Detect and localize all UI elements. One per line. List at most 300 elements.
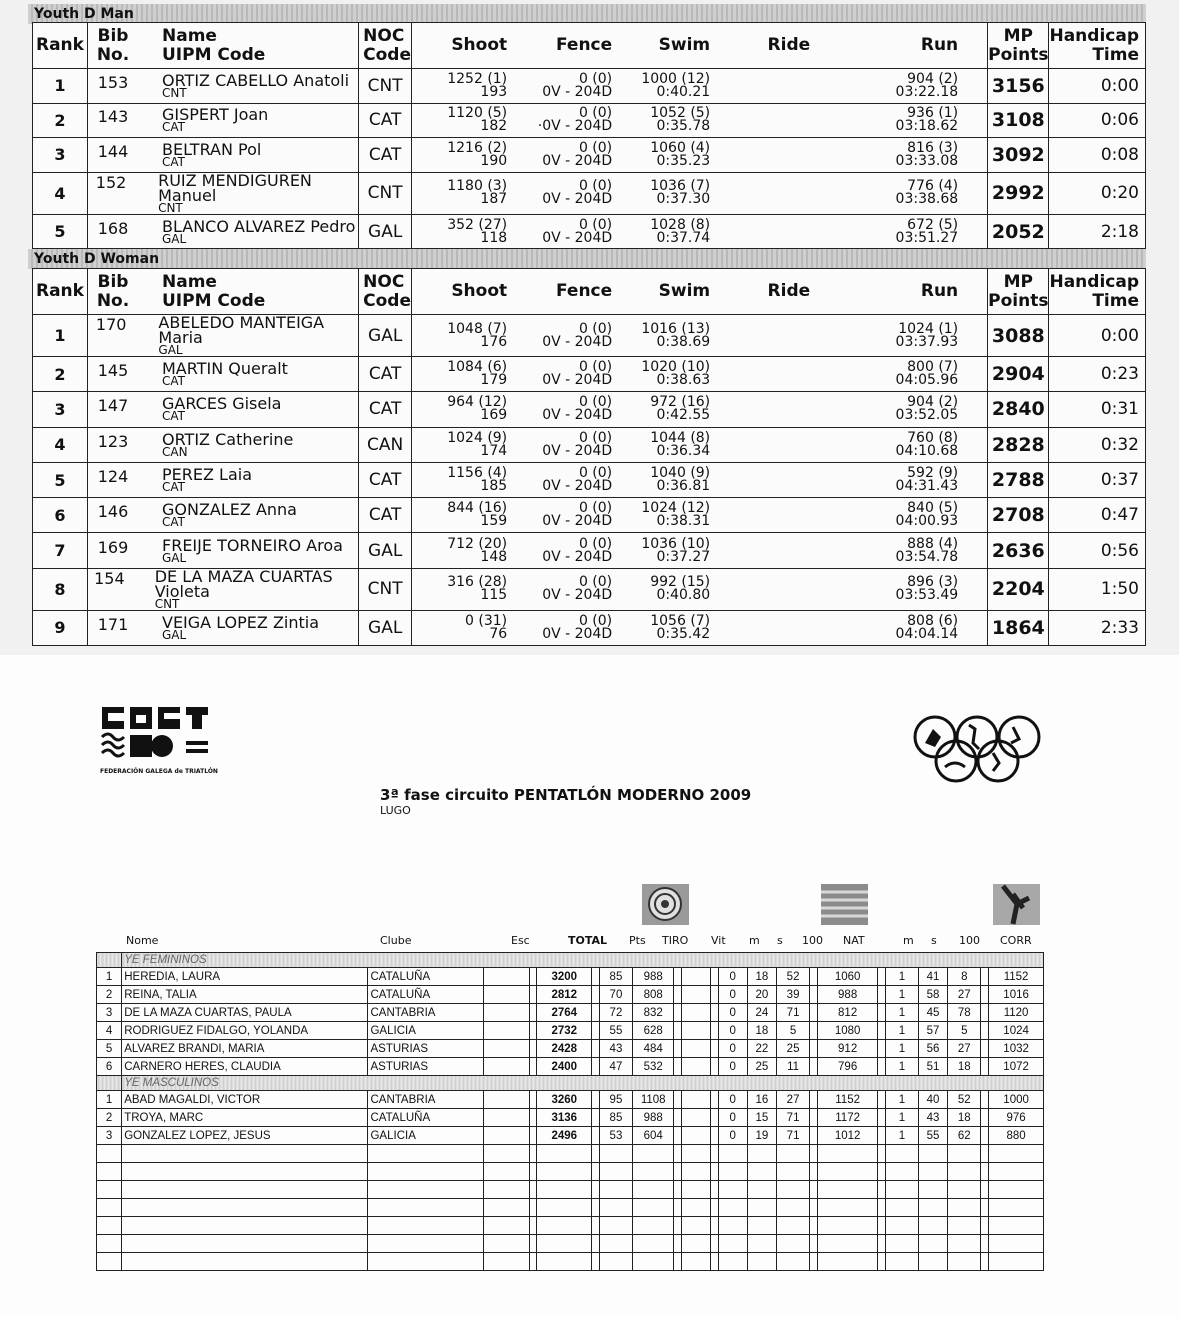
athlete-name: ABAD MAGALDI, VICTOR <box>124 1093 261 1106</box>
club-name: CATALUÑA <box>370 988 431 1001</box>
run-min: 1 <box>898 1024 906 1037</box>
total-points: 2764 <box>551 1006 578 1019</box>
position: 2 <box>105 988 113 1001</box>
section-bar-men <box>28 4 1146 24</box>
run-time: 03:53.49 <box>895 587 959 604</box>
header-mp-points: MP Points <box>988 269 1049 315</box>
run-time: 03:22.18 <box>895 83 959 100</box>
fence-score: 0 (0) <box>578 178 613 195</box>
header-bib-name: Bib No. Name UIPM Code <box>88 269 359 315</box>
run-min: 1 <box>898 970 906 983</box>
swim-time: 0:36.81 <box>656 478 711 495</box>
athlete-name: VEIGA LOPEZ Zintia <box>162 612 320 632</box>
swim-score: 1036 (7) <box>650 178 711 195</box>
group-label: YE FEMININOS <box>124 954 207 966</box>
handicap-time: 0:06 <box>1100 110 1139 131</box>
header-noc: NOC Code <box>359 269 412 315</box>
swim-score: 1040 (9) <box>650 465 711 482</box>
swim-score: 1024 (12) <box>641 500 711 517</box>
tiro-points: 808 <box>643 988 663 1001</box>
noc-code: GAL <box>368 221 403 242</box>
run-points: 880 <box>1006 1129 1026 1142</box>
section-bar-women <box>28 249 1146 269</box>
result-row <box>33 172 1146 214</box>
swim-points: 1080 <box>834 1024 861 1037</box>
result-row <box>33 533 1146 568</box>
run-time: 04:31.43 <box>895 478 959 495</box>
shooting-pts: 53 <box>609 1129 623 1142</box>
run-sec: 41 <box>926 970 940 983</box>
fence-score: 0 (0) <box>578 70 613 87</box>
shoot-score: 0 (31) <box>465 612 508 629</box>
athlete-name: FREIJE TORNEIRO Aroa <box>162 535 343 555</box>
run-points: 1000 <box>1003 1093 1029 1106</box>
swim-min: 0 <box>729 1024 736 1037</box>
shoot-raw: 193 <box>480 83 508 100</box>
tiro-points: 1108 <box>640 1093 666 1106</box>
group-label: YE MASCULINOS <box>124 1077 219 1089</box>
run-hundredths: 5 <box>961 1024 968 1037</box>
position: 5 <box>105 1042 113 1055</box>
col-s: s <box>777 934 783 947</box>
swim-points: 1152 <box>835 1093 860 1106</box>
fence-raw: 0V - 204D <box>542 333 613 350</box>
col-nat: NAT <box>843 934 865 947</box>
result-row <box>33 427 1146 462</box>
run-points: 1016 <box>1003 988 1029 1001</box>
position: 1 <box>105 1093 113 1106</box>
run-time: 04:00.93 <box>895 513 959 530</box>
uipm-code: CAT <box>162 409 185 424</box>
lower-row <box>97 1127 1044 1145</box>
swim-sec: 20 <box>755 988 769 1001</box>
club-name: GALICIA <box>370 1024 416 1037</box>
position: 3 <box>105 1129 113 1142</box>
uipm-code: GAL <box>162 550 187 565</box>
club-name: ASTURIAS <box>370 1042 428 1055</box>
total-points: 2428 <box>551 1042 578 1055</box>
handicap-time: 0:47 <box>1100 505 1139 526</box>
athlete-name: HEREDIA, LAURA <box>124 970 221 983</box>
swim-time: 0:36.34 <box>656 442 711 459</box>
shoot-score: 352 (27) <box>447 216 508 233</box>
shooting-pts: 70 <box>609 988 623 1001</box>
rank: 4 <box>54 435 66 455</box>
swim-time: 0:35.42 <box>656 625 711 642</box>
col-clube: Clube <box>380 934 412 947</box>
swim-sec: 22 <box>755 1042 769 1055</box>
fence-raw: 0V - 204D <box>542 372 613 389</box>
empty-row <box>97 1235 1044 1253</box>
noc-code: CAT <box>368 505 402 526</box>
empty-row <box>97 1199 1044 1217</box>
run-min: 1 <box>898 1111 906 1124</box>
athlete-name: MARTIN Queralt <box>162 359 288 379</box>
swim-time: 0:35.78 <box>656 118 711 135</box>
position: 2 <box>105 1111 113 1124</box>
noc-code: CAT <box>368 144 402 165</box>
run-score: 760 (8) <box>907 429 959 446</box>
col-100b: 100 <box>959 934 980 947</box>
fence-raw: 0V - 204D <box>542 229 613 246</box>
mp-points: 2904 <box>991 363 1045 386</box>
shoot-score: 1024 (9) <box>447 429 508 446</box>
men-results-table <box>32 22 1146 249</box>
run-hundredths: 62 <box>957 1129 971 1142</box>
fence-score: 0 (0) <box>578 465 613 482</box>
swim-score: 1016 (13) <box>641 320 711 337</box>
run-hundredths: 27 <box>957 988 971 1001</box>
mp-points: 2788 <box>991 469 1045 492</box>
swim-hundredths: 52 <box>786 970 800 983</box>
club-name: CANTABRIA <box>370 1093 436 1106</box>
swim-hundredths: 71 <box>786 1111 800 1124</box>
group-row-men <box>97 1076 1044 1091</box>
mp-points: 3092 <box>991 143 1045 166</box>
fence-score: 0 (0) <box>578 500 613 517</box>
tiro-points: 832 <box>643 1006 663 1019</box>
fence-score: 0 (0) <box>578 574 613 591</box>
col-s2: s <box>931 934 937 947</box>
result-row <box>33 214 1146 249</box>
tiro-points: 628 <box>643 1024 663 1037</box>
uipm-code: CAT <box>162 374 185 389</box>
shoot-score: 1156 (4) <box>447 465 508 482</box>
swim-min: 0 <box>729 1042 736 1055</box>
shoot-score: 1120 (5) <box>447 105 508 122</box>
swim-points: 796 <box>838 1060 858 1073</box>
bib-number: 170 <box>95 315 127 334</box>
shoot-score: 712 (20) <box>447 535 508 552</box>
noc-code: GAL <box>368 325 403 346</box>
rank: 7 <box>54 541 66 561</box>
header-handicap: Handicap Time <box>1049 269 1146 315</box>
swim-min: 0 <box>729 1006 736 1019</box>
club-name: GALICIA <box>370 1129 416 1142</box>
position: 6 <box>105 1060 113 1073</box>
run-points: 976 <box>1006 1111 1026 1124</box>
col-100: 100 <box>802 934 823 947</box>
handicap-time: 0:56 <box>1100 540 1139 561</box>
bib-number: 143 <box>97 107 129 127</box>
lower-results-table <box>96 952 1044 1271</box>
result-row <box>33 610 1146 645</box>
lower-row <box>97 1109 1044 1127</box>
fence-raw: 0V - 204D <box>542 548 613 565</box>
shoot-score: 1180 (3) <box>447 178 508 195</box>
athlete-name: DE LA MAZA CUARTAS Violeta <box>154 566 333 601</box>
swim-points: 912 <box>838 1042 858 1055</box>
run-time: 03:33.08 <box>895 152 959 169</box>
swim-hundredths: 5 <box>789 1024 797 1037</box>
lower-row <box>97 1058 1044 1076</box>
tiro-points: 604 <box>643 1129 663 1142</box>
swim-score: 1028 (8) <box>650 216 711 233</box>
swim-min: 0 <box>729 1093 736 1106</box>
mp-points: 3108 <box>991 109 1045 132</box>
fence-raw: 0V - 204D <box>542 407 613 424</box>
run-score: 592 (9) <box>907 465 959 482</box>
mp-points: 2828 <box>991 433 1045 456</box>
run-sec: 55 <box>926 1129 940 1142</box>
shooting-pts: 85 <box>609 1111 623 1124</box>
lower-row <box>97 1091 1044 1109</box>
total-points: 3200 <box>551 970 578 983</box>
swim-points: 1012 <box>834 1129 861 1142</box>
shoot-score: 1252 (1) <box>447 70 508 87</box>
swim-score: 972 (16) <box>650 394 711 411</box>
swim-time: 0:40.80 <box>656 587 711 604</box>
empty-row <box>97 1217 1044 1235</box>
swim-time: 0:42.55 <box>656 407 711 424</box>
rank: 5 <box>54 222 66 242</box>
swim-score: 1056 (7) <box>650 612 711 629</box>
uipm-code: CNT <box>162 85 187 100</box>
handicap-time: 2:33 <box>1100 617 1139 638</box>
rank: 2 <box>54 364 66 384</box>
athlete-name: DE LA MAZA CUARTAS, PAULA <box>124 1006 292 1019</box>
mp-points: 2840 <box>991 398 1045 421</box>
athlete-name: CARNERO HERES, CLAUDIA <box>124 1060 281 1073</box>
shoot-score: 316 (28) <box>447 574 508 591</box>
swim-score: 1052 (5) <box>650 105 711 122</box>
swim-score: 1044 (8) <box>650 429 711 446</box>
rank: 2 <box>54 110 66 130</box>
tiro-points: 988 <box>643 970 663 983</box>
run-hundredths: 78 <box>957 1006 971 1019</box>
run-hundredths: 18 <box>957 1060 971 1073</box>
club-name: CATALUÑA <box>370 1111 431 1124</box>
fence-raw: 0V - 204D <box>542 442 613 459</box>
club-name: CANTABRIA <box>370 1006 436 1019</box>
handicap-time: 0:20 <box>1100 183 1139 204</box>
total-points: 2732 <box>551 1024 578 1037</box>
handicap-time: 0:08 <box>1100 144 1139 165</box>
swim-sec: 25 <box>755 1060 769 1073</box>
shoot-raw: 159 <box>480 513 508 530</box>
rank: 3 <box>54 145 66 165</box>
swim-points: 1172 <box>835 1111 860 1124</box>
run-sec: 57 <box>926 1024 940 1037</box>
uipm-code: CNT <box>154 596 180 611</box>
lower-row <box>97 968 1044 986</box>
athlete-name: RUIZ MENDIGUREN Manuel <box>158 170 312 205</box>
shooting-pts: 55 <box>609 1024 623 1037</box>
handicap-time: 0:32 <box>1100 434 1139 455</box>
shoot-raw: 190 <box>480 152 508 169</box>
col-m2: m <box>903 934 914 947</box>
position: 1 <box>105 970 113 983</box>
handicap-time: 0:23 <box>1100 364 1139 385</box>
athlete-name: TROYA, MARC <box>124 1111 204 1124</box>
swim-hundredths: 11 <box>787 1060 800 1073</box>
noc-code: CAT <box>368 110 402 131</box>
shoot-score: 964 (12) <box>447 394 508 411</box>
rank: 4 <box>54 183 66 203</box>
result-row <box>33 357 1146 392</box>
uipm-code: CAT <box>162 120 185 135</box>
header-noc: NOC Code <box>359 23 412 69</box>
handicap-time: 0:00 <box>1100 75 1139 96</box>
result-row <box>33 498 1146 533</box>
target-icon <box>642 884 689 925</box>
lower-row <box>97 1004 1044 1022</box>
mp-points: 3156 <box>991 74 1045 97</box>
noc-code: CNT <box>367 579 403 600</box>
swim-lanes-icon <box>821 884 868 925</box>
uipm-code: CAT <box>162 480 185 495</box>
shoot-score: 844 (16) <box>447 500 508 517</box>
header-bib-name: Bib No. Name UIPM Code <box>88 23 359 69</box>
col-total: TOTAL <box>568 934 608 947</box>
athlete-name: ORTIZ Catherine <box>162 429 294 449</box>
swim-sec: 15 <box>755 1111 769 1124</box>
mp-points: 2052 <box>991 220 1045 243</box>
swim-sec: 19 <box>755 1129 769 1142</box>
run-score: 1024 (1) <box>898 320 959 337</box>
header-handicap: Handicap Time <box>1049 23 1146 69</box>
result-row <box>33 568 1146 610</box>
empty-row <box>97 1163 1044 1181</box>
lower-row <box>97 1040 1044 1058</box>
run-score: 808 (6) <box>907 612 959 629</box>
run-score: 936 (1) <box>907 105 959 122</box>
result-row <box>33 315 1146 357</box>
uipm-code: CAT <box>162 515 185 530</box>
rank: 6 <box>54 505 66 525</box>
mp-points: 2708 <box>991 504 1045 527</box>
athlete-name: BELTRAN Pol <box>162 139 262 159</box>
col-corr: CORR <box>1000 934 1032 947</box>
run-score: 904 (2) <box>907 394 959 411</box>
swim-score: 992 (15) <box>650 574 711 591</box>
run-score: 904 (2) <box>907 70 959 87</box>
shoot-raw: 118 <box>480 229 508 246</box>
athlete-name: ABELEDO MANTEIGA Maria <box>158 313 325 347</box>
shoot-raw: 187 <box>480 191 508 208</box>
mp-points: 2636 <box>991 539 1045 562</box>
total-points: 3260 <box>551 1093 578 1106</box>
noc-code: CNT <box>367 183 403 204</box>
rank: 5 <box>54 470 66 490</box>
run-time: 03:52.05 <box>895 407 959 424</box>
col-m: m <box>749 934 760 947</box>
run-score: 896 (3) <box>907 574 959 591</box>
fence-raw: 0V - 204D <box>542 513 613 530</box>
fence-score: 0 (0) <box>578 359 613 376</box>
club-name: CATALUÑA <box>370 970 431 983</box>
fence-score: 0 (0) <box>578 139 613 156</box>
handicap-time: 0:31 <box>1100 399 1139 420</box>
shooting-pts: 85 <box>609 970 623 983</box>
athlete-name: GARCES Gisela <box>162 394 282 414</box>
swim-min: 0 <box>729 1111 736 1124</box>
rank: 1 <box>54 76 66 96</box>
run-time: 03:37.93 <box>895 333 959 350</box>
event-location: LUGO <box>380 804 411 817</box>
empty-row <box>97 1145 1044 1163</box>
shooting-pts: 72 <box>609 1006 623 1019</box>
swim-time: 0:38.31 <box>656 513 711 530</box>
federation-logo-icon <box>100 703 212 763</box>
fence-score: 0 (0) <box>578 612 613 629</box>
runner-icon <box>993 884 1040 925</box>
tiro-points: 484 <box>643 1042 663 1055</box>
rank: 3 <box>54 399 66 419</box>
fence-score: 0 (0) <box>578 535 613 552</box>
shoot-raw: 176 <box>480 333 508 350</box>
section-title-women: Youth D Woman <box>34 251 160 267</box>
bib-number: 144 <box>97 141 129 161</box>
athlete-name: GONZALEZ LOPEZ, JESUS <box>124 1129 271 1142</box>
women-results-table <box>32 268 1146 646</box>
total-points: 3136 <box>551 1111 578 1124</box>
swim-sec: 16 <box>755 1093 769 1106</box>
shoot-raw: 115 <box>480 587 508 604</box>
swim-points: 1060 <box>834 970 861 983</box>
run-sec: 40 <box>926 1093 940 1106</box>
run-points: 1120 <box>1003 1006 1029 1019</box>
noc-code: CAT <box>368 364 402 385</box>
handicap-time: 0:37 <box>1100 470 1139 491</box>
bib-number: 171 <box>97 614 129 634</box>
run-score: 816 (3) <box>907 139 959 156</box>
run-score: 840 (5) <box>907 500 959 517</box>
mp-points: 2204 <box>991 578 1045 601</box>
run-score: 776 (4) <box>907 178 959 195</box>
result-row <box>33 462 1146 497</box>
fence-raw: 0V - 204D <box>542 587 613 604</box>
athlete-name: REINA, TALIA <box>124 988 197 1001</box>
handicap-time: 1:50 <box>1100 579 1139 600</box>
run-time: 04:10.68 <box>895 442 959 459</box>
fence-raw: 0V - 204D <box>542 191 613 208</box>
bib-number: 169 <box>97 537 129 557</box>
swim-points: 988 <box>838 988 858 1001</box>
total-points: 2812 <box>551 988 578 1001</box>
result-row <box>33 392 1146 427</box>
shoot-score: 1084 (6) <box>447 359 508 376</box>
run-hundredths: 18 <box>957 1111 971 1124</box>
swim-min: 0 <box>729 1129 736 1142</box>
athlete-name: RODRIGUEZ FIDALGO, YOLANDA <box>124 1024 309 1037</box>
empty-row <box>97 1181 1044 1199</box>
shoot-raw: 148 <box>480 548 508 565</box>
noc-code: CNT <box>367 75 403 96</box>
result-row <box>33 138 1146 173</box>
noc-code: GAL <box>368 617 403 638</box>
fence-score: 0 (0) <box>578 320 613 337</box>
mp-points: 3088 <box>991 324 1045 347</box>
run-time: 03:18.62 <box>895 118 959 135</box>
shoot-score: 1216 (2) <box>447 139 508 156</box>
shooting-pts: 43 <box>609 1042 623 1055</box>
bib-number: 123 <box>97 431 129 451</box>
bib-number: 152 <box>95 172 127 192</box>
header-rank: Rank <box>33 23 88 69</box>
swim-points: 812 <box>838 1006 858 1019</box>
uipm-code: CAT <box>162 154 185 169</box>
swim-sec: 24 <box>755 1006 769 1019</box>
run-sec: 51 <box>926 1060 940 1073</box>
shoot-raw: 185 <box>480 478 508 495</box>
col-tiro: TIRO <box>662 934 689 947</box>
fence-score: 0 (0) <box>578 105 613 122</box>
run-sec: 43 <box>926 1111 940 1124</box>
bib-number: 147 <box>97 396 129 416</box>
swim-min: 0 <box>729 1060 736 1073</box>
athlete-name: GONZALEZ Anna <box>162 500 297 520</box>
